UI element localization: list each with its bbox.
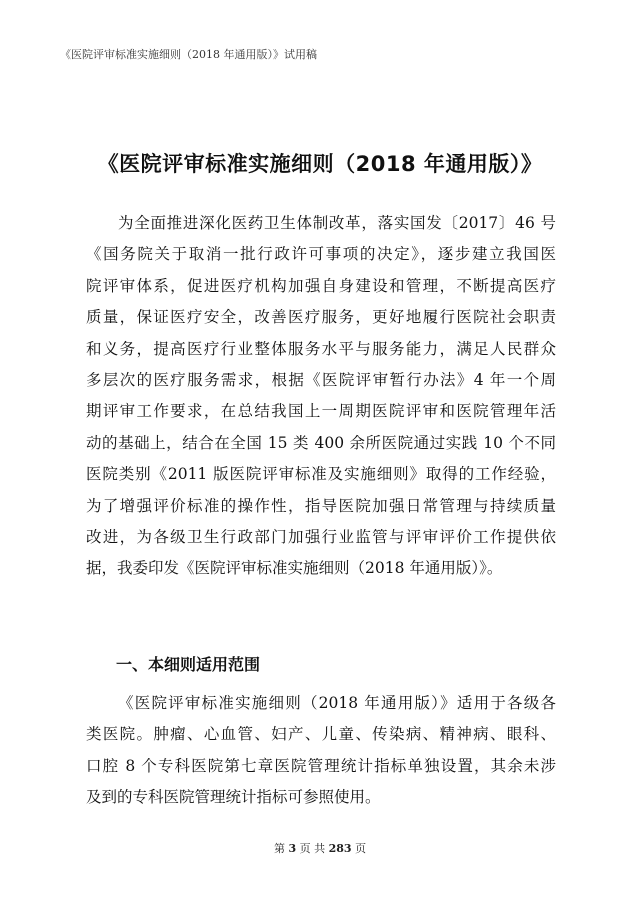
document-title: 《医院评审标准实施细则（2018 年通用版）》 xyxy=(97,152,543,176)
paragraph-line: 类医院。肿瘤、心血管、妇产、儿童、传染病、精神病、眼科、 xyxy=(86,725,556,744)
section-paragraph xyxy=(86,688,556,814)
paragraph-line: 期评审工作要求，在总结我国上一周期医院评审和医院管理年活 xyxy=(86,402,556,421)
paragraph-line: 及到的专科医院管理统计指标可参照使用。 xyxy=(86,788,381,807)
paragraph-line: 《国务院关于取消一批行政许可事项的决定》，逐步建立我国医 xyxy=(86,245,556,264)
paragraph-line: 动的基础上，结合在全国 15 类 400 余所医院通过实践 10 个不同 xyxy=(86,433,556,452)
paragraph-line: 为全面推进深化医药卫生体制改革，落实国发〔2017〕46 号 xyxy=(118,214,556,232)
page-footer xyxy=(0,840,640,856)
paragraph-line: 据，我委印发《医院评审标准实施细则（2018 年通用版）》。 xyxy=(86,559,503,578)
paragraph-line: 口腔 8 个专科医院第七章医院管理统计指标单独设置，其余未涉 xyxy=(86,756,556,775)
intro-paragraph xyxy=(86,208,556,585)
current-page-number: 3 xyxy=(288,842,297,855)
paragraph-line: 院评审体系，促进医疗机构加强自身建设和管理，不断提高医疗 xyxy=(86,276,556,295)
paragraph-line: 为了增强评价标准的操作性，指导医院加强日常管理与持续质量 xyxy=(86,496,556,515)
paragraph-line: 医院类别《2011 版医院评审标准及实施细则》取得的工作经验， xyxy=(86,465,556,484)
section-heading: 一、本细则适用范围 xyxy=(116,655,261,674)
paragraph-line: 质量，保证医疗安全，改善医疗服务，更好地履行医院社会职责 xyxy=(86,308,556,327)
total-page-number: 283 xyxy=(328,842,352,855)
running-header: 《医院评审标准实施细则（2018 年通用版）》试用稿 xyxy=(60,48,317,61)
footer-prefix: 第 xyxy=(273,842,285,855)
paragraph-line: 改进，为各级卫生行政部门加强行业监管与评审评价工作提供依 xyxy=(86,528,556,547)
paragraph-line: 《医院评审标准实施细则（2018 年通用版）》适用于各级各 xyxy=(118,694,556,712)
paragraph-line: 和义务，提高医疗行业整体服务水平与服务能力，满足人民群众 xyxy=(86,339,556,358)
paragraph-line: 多层次的医疗服务需求，根据《医院评审暂行办法》4 年一个周 xyxy=(86,371,556,390)
footer-suffix: 页 xyxy=(355,842,367,855)
footer-middle: 页 共 xyxy=(299,842,326,855)
